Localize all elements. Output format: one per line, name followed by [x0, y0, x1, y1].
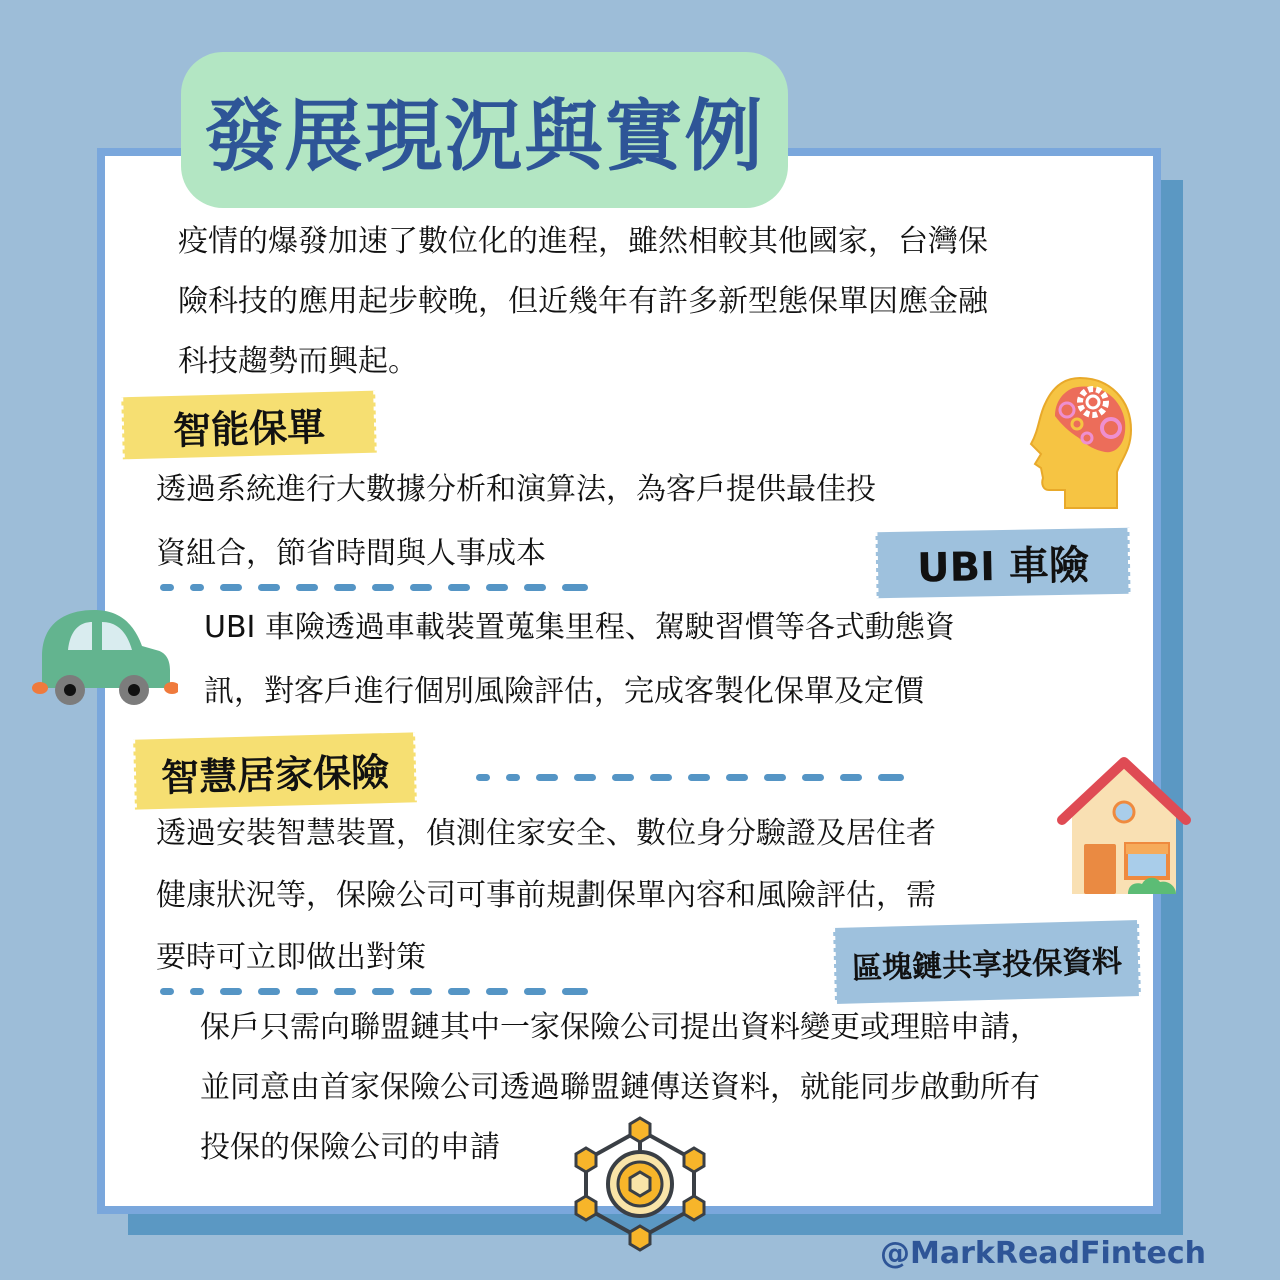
section-text-line: 透過系統進行大數據分析和演算法，為客戶提供最佳投 — [156, 472, 876, 507]
section-text-line: 要時可立即做出對策 — [156, 940, 426, 975]
dashed-divider — [476, 773, 904, 781]
section-text-line: 資組合，節省時間與人事成本 — [156, 536, 546, 571]
section-heading-smart-home — [133, 732, 417, 809]
section-text-line: 透過安裝智慧裝置，偵測住家安全、數位身分驗證及居住者 — [156, 816, 936, 851]
section-heading-smart-policy — [121, 391, 377, 460]
section-text-line: 訊，對客戶進行個別風險評估，完成客製化保單及定價 — [204, 674, 924, 709]
author-handle: @MarkReadFintech — [880, 1236, 1206, 1271]
house-icon — [1056, 754, 1192, 902]
section-text-line: 保戶只需向聯盟鏈其中一家保險公司提出資料變更或理賠申請， — [200, 1010, 1040, 1045]
section-heading-label: 智能保單 — [172, 404, 326, 453]
section-text-line: 健康狀況等，保險公司可事前規劃保單內容和風險評估，需 — [156, 878, 936, 913]
title-banner — [181, 52, 788, 208]
section-text-line: 投保的保險公司的申請 — [200, 1130, 500, 1165]
intro-line: 疫情的爆發加速了數位化的進程，雖然相較其他國家，台灣保 — [178, 224, 988, 259]
car-icon — [28, 606, 178, 710]
section-text-line: 並同意由首家保險公司透過聯盟鏈傳送資料，就能同步啟動所有 — [200, 1070, 1040, 1105]
section-heading-label: UBI 車險 — [916, 542, 1090, 591]
dashed-divider — [160, 583, 588, 591]
page-title: 發展現況與實例 — [204, 92, 765, 182]
section-text-line: UBI 車險透過車載裝置蒐集里程、駕駛習慣等各式動態資 — [204, 610, 955, 645]
section-heading-label: 智慧居家保險 — [160, 749, 390, 800]
blockchain-network-icon — [572, 1114, 708, 1254]
section-heading-blockchain — [833, 920, 1141, 1004]
intro-line: 科技趨勢而興起。 — [178, 344, 418, 379]
dashed-divider — [160, 987, 588, 995]
section-heading-ubi — [875, 528, 1130, 598]
brain-gears-icon — [1025, 372, 1135, 512]
intro-line: 險科技的應用起步較晚，但近幾年有許多新型態保單因應金融 — [178, 284, 988, 319]
section-heading-label: 區塊鏈共享投保資料 — [851, 944, 1123, 987]
